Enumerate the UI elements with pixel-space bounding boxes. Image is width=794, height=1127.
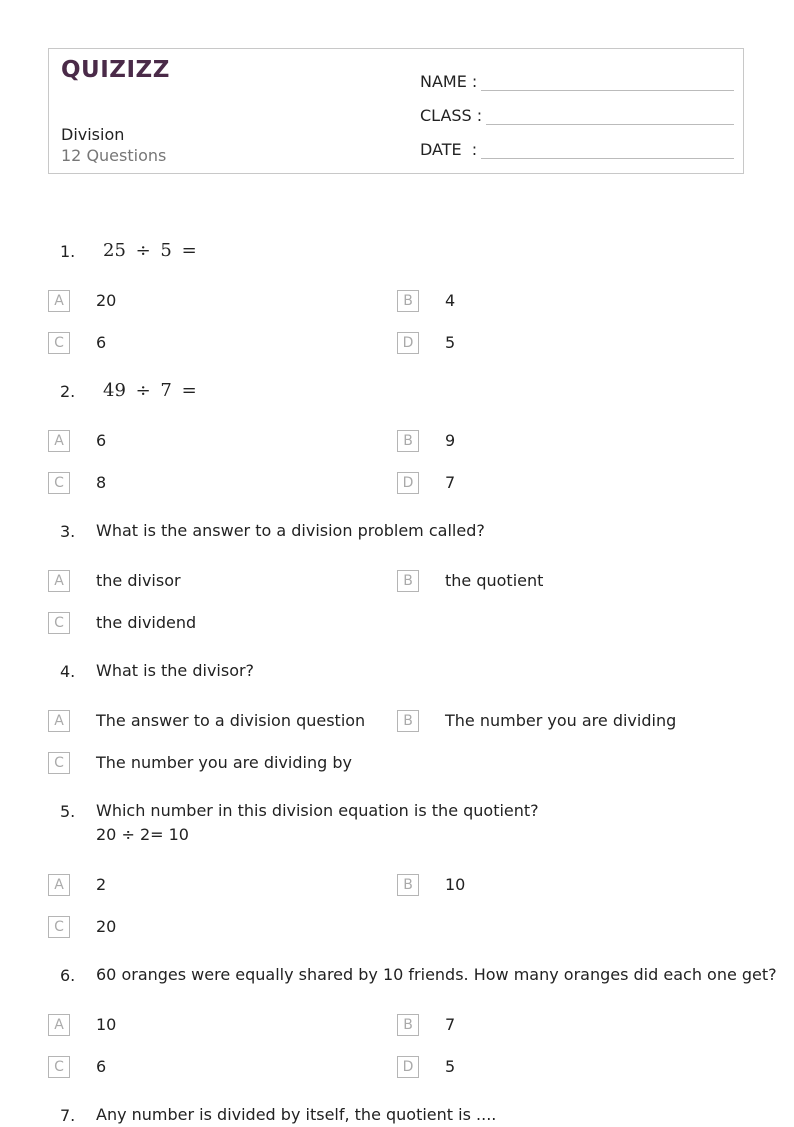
question-6-text: 60 oranges were equally shared by 10 friends. How many oranges did each one get? xyxy=(96,965,777,984)
question-5-text: Which number in this division equation is the quotient? xyxy=(96,801,539,820)
q2-option-d-text: 7 xyxy=(445,473,456,492)
q6-option-a-text: 10 xyxy=(96,1015,117,1034)
class-label: CLASS : xyxy=(420,106,483,125)
question-1-math: 25 ÷ 5 = xyxy=(103,240,197,261)
quizizz-logo: QUIZIZZ xyxy=(61,57,170,83)
question-6-number: 6. xyxy=(60,966,76,985)
q1-option-c-box[interactable]: C xyxy=(48,332,70,354)
question-3-number: 3. xyxy=(60,522,76,541)
q5-option-a-box[interactable]: A xyxy=(48,874,70,896)
q4-option-a-text: The answer to a division question xyxy=(96,711,366,730)
question-4-number: 4. xyxy=(60,662,76,681)
q4-option-c-box[interactable]: C xyxy=(48,752,70,774)
q3-option-a-text: the divisor xyxy=(96,571,181,590)
name-line[interactable] xyxy=(481,68,734,91)
q3-option-b-text: the quotient xyxy=(445,571,544,590)
date-line[interactable] xyxy=(481,136,734,159)
q2-option-a-box[interactable]: A xyxy=(48,430,70,452)
q3-option-a-box[interactable]: A xyxy=(48,570,70,592)
question-1-number: 1. xyxy=(60,242,76,261)
worksheet-title: Division xyxy=(61,125,125,144)
question-4-text: What is the divisor? xyxy=(96,661,255,680)
q5-option-a-text: 2 xyxy=(96,875,107,894)
q6-option-c-text: 6 xyxy=(96,1057,107,1076)
q1-option-d-text: 5 xyxy=(445,333,456,352)
q6-option-d-box[interactable]: D xyxy=(397,1056,419,1078)
date-label: DATE : xyxy=(420,140,478,159)
q3-option-b-box[interactable]: B xyxy=(397,570,419,592)
q1-option-a-text: 20 xyxy=(96,291,117,310)
question-count: 12 Questions xyxy=(61,146,167,165)
q1-option-d-box[interactable]: D xyxy=(397,332,419,354)
question-7-text: Any number is divided by itself, the quotient is .... xyxy=(96,1105,497,1124)
q5-option-c-box[interactable]: C xyxy=(48,916,70,938)
question-2-number: 2. xyxy=(60,382,76,401)
q6-option-d-text: 5 xyxy=(445,1057,456,1076)
q2-option-c-text: 8 xyxy=(96,473,107,492)
question-2-math: 49 ÷ 7 = xyxy=(103,380,197,401)
question-7-number: 7. xyxy=(60,1106,76,1125)
q4-option-b-text: The number you are dividing xyxy=(445,711,677,730)
q4-option-b-box[interactable]: B xyxy=(397,710,419,732)
question-5-number: 5. xyxy=(60,802,76,821)
q1-option-b-box[interactable]: B xyxy=(397,290,419,312)
question-3-text: What is the answer to a division problem called? xyxy=(96,521,485,540)
q5-option-b-box[interactable]: B xyxy=(397,874,419,896)
q3-option-c-text: the dividend xyxy=(96,613,197,632)
q6-option-a-box[interactable]: A xyxy=(48,1014,70,1036)
q2-option-b-text: 9 xyxy=(445,431,456,450)
q1-option-c-text: 6 xyxy=(96,333,107,352)
q1-option-b-text: 4 xyxy=(445,291,456,310)
q2-option-a-text: 6 xyxy=(96,431,107,450)
name-field[interactable] xyxy=(420,67,734,91)
q5-option-c-text: 20 xyxy=(96,917,117,936)
class-line[interactable] xyxy=(486,102,734,125)
q6-option-c-box[interactable]: C xyxy=(48,1056,70,1078)
class-field[interactable] xyxy=(420,101,734,125)
q6-option-b-text: 7 xyxy=(445,1015,456,1034)
q2-option-d-box[interactable]: D xyxy=(397,472,419,494)
q6-option-b-box[interactable]: B xyxy=(397,1014,419,1036)
q3-option-c-box[interactable]: C xyxy=(48,612,70,634)
q2-option-c-box[interactable]: C xyxy=(48,472,70,494)
name-label: NAME : xyxy=(420,72,478,91)
worksheet-header xyxy=(48,48,744,174)
date-field[interactable] xyxy=(420,135,734,159)
q4-option-a-box[interactable]: A xyxy=(48,710,70,732)
q4-option-c-text: The number you are dividing by xyxy=(96,753,352,772)
q2-option-b-box[interactable]: B xyxy=(397,430,419,452)
q5-option-b-text: 10 xyxy=(445,875,466,894)
q1-option-a-box[interactable]: A xyxy=(48,290,70,312)
question-5-equation: 20 ÷ 2= 10 xyxy=(96,825,189,844)
